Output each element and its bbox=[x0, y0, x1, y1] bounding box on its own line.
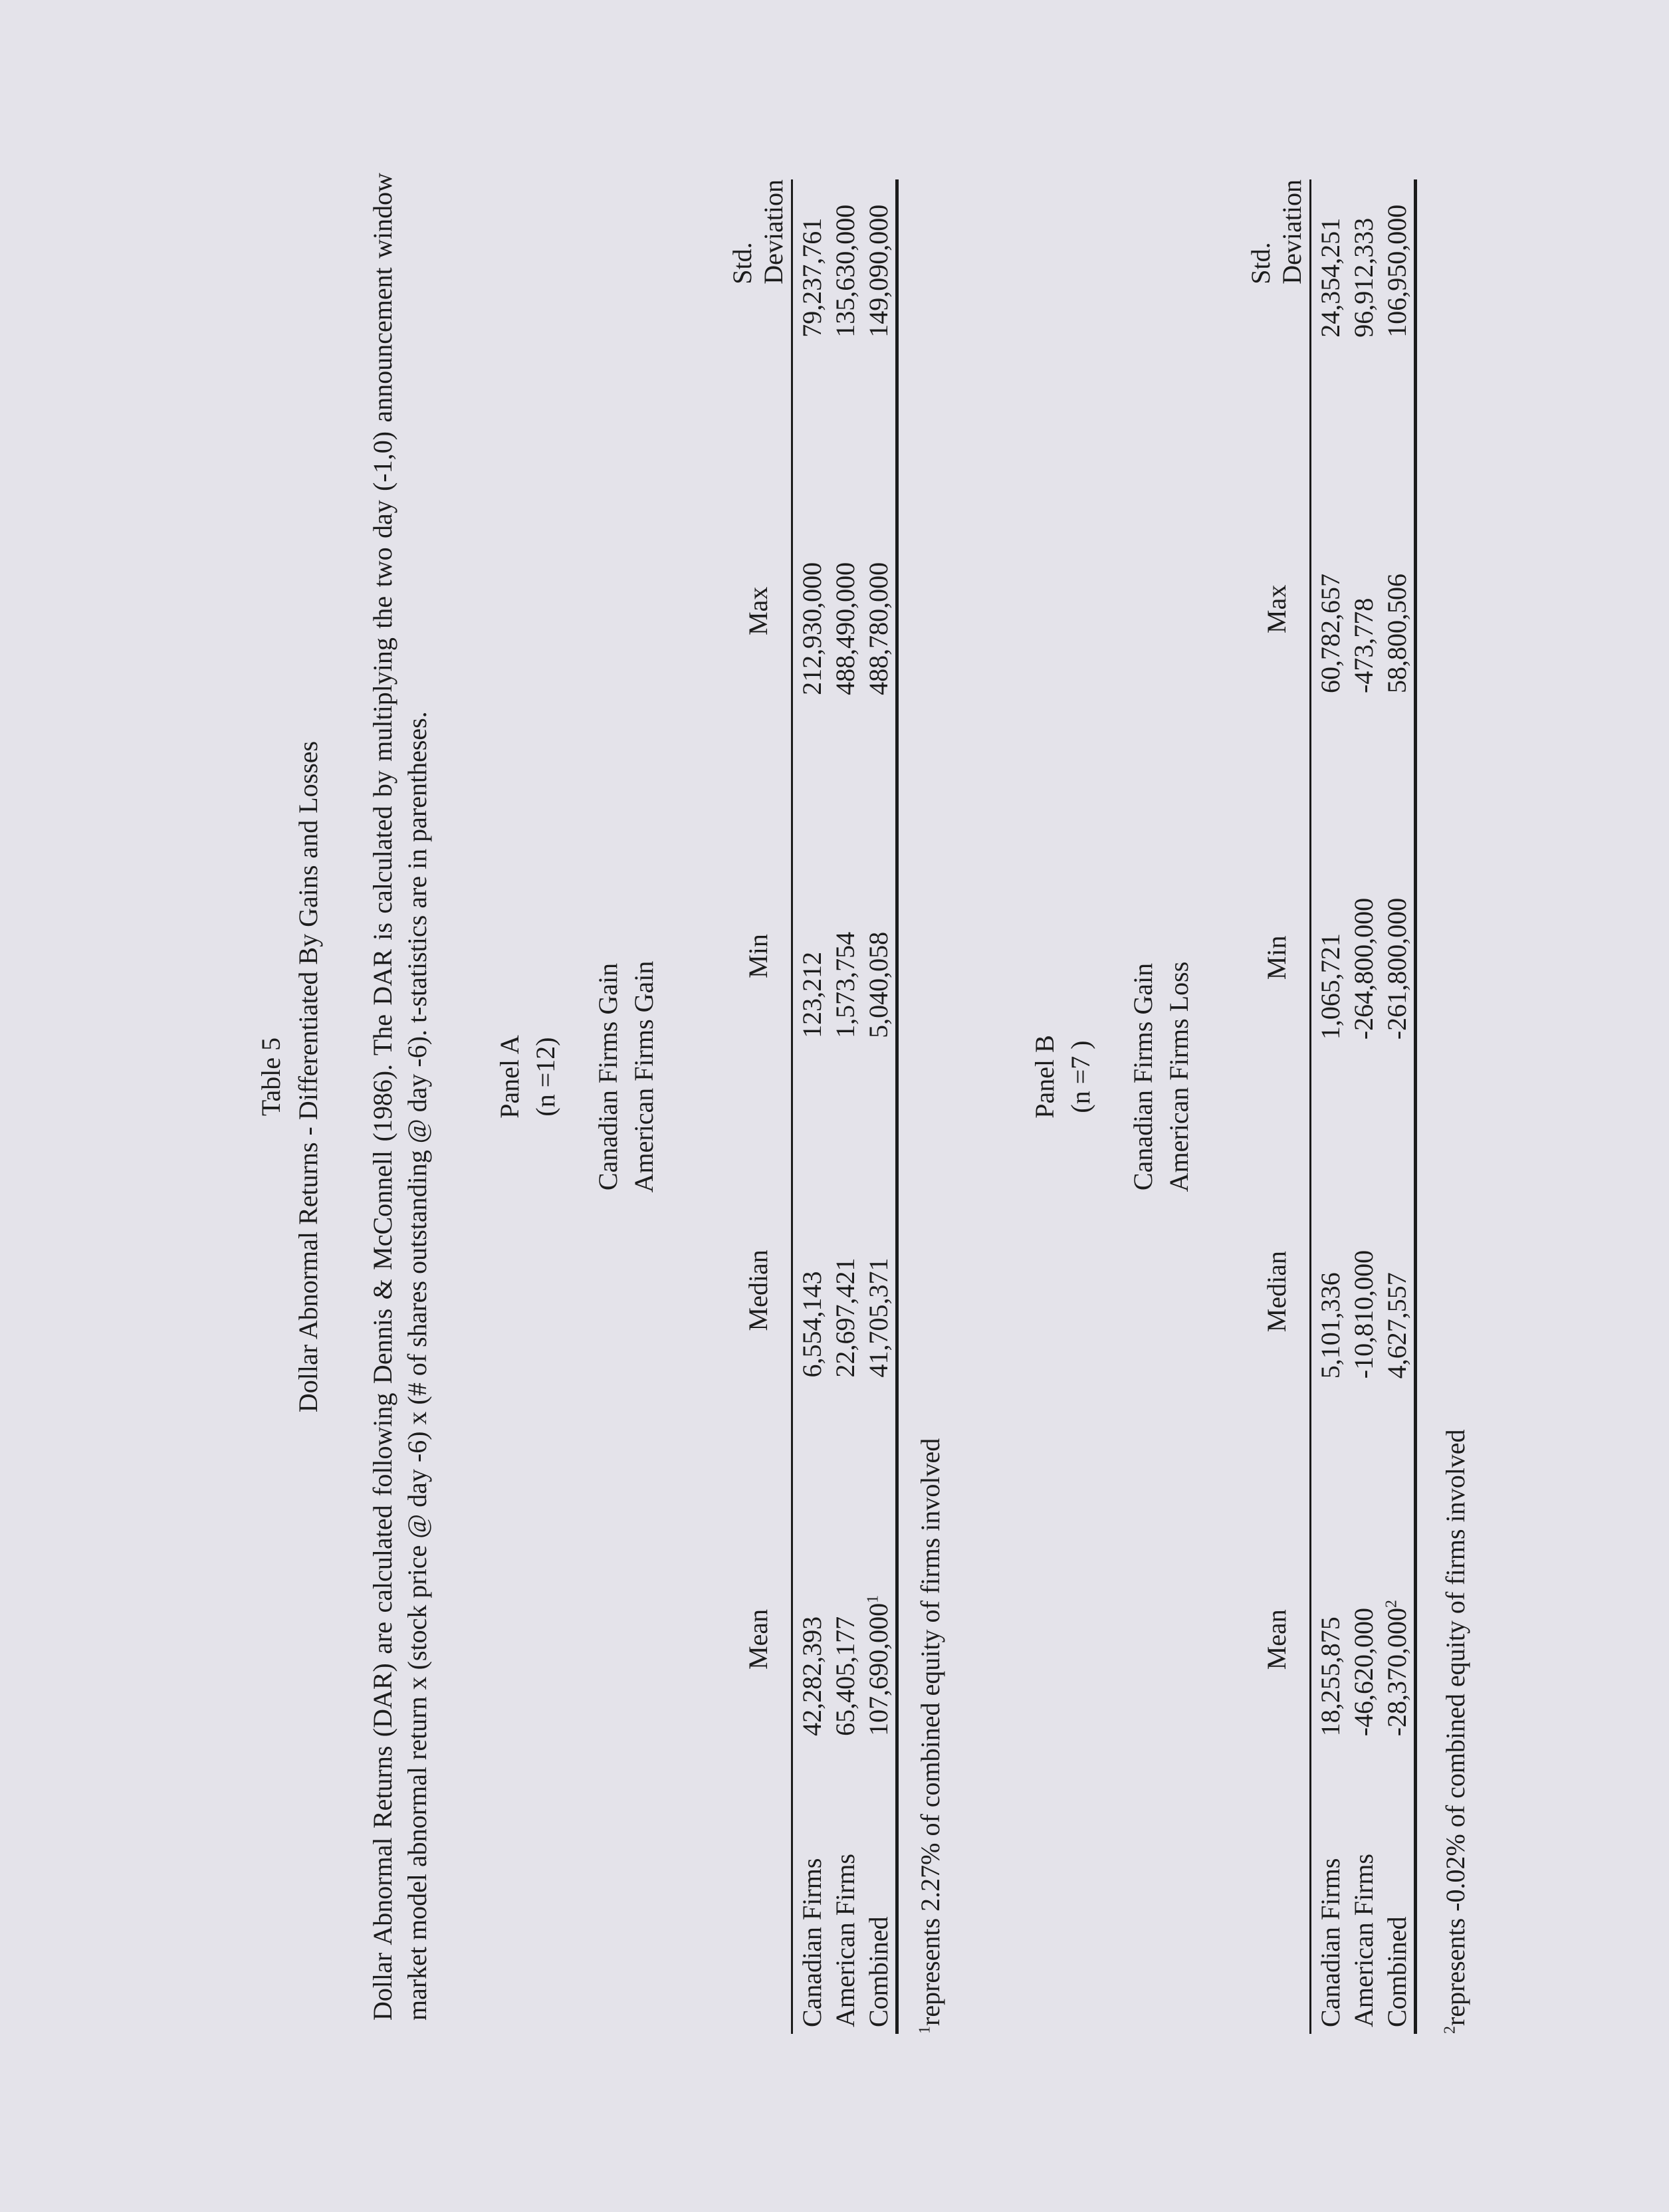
panel-b-footnote bbox=[1439, 1429, 1472, 2034]
cell-mean: -46,620,000 bbox=[1349, 1607, 1379, 1737]
cell-mean: 65,405,177 bbox=[830, 1616, 860, 1736]
cell-max: 212,930,000 bbox=[792, 338, 830, 695]
footnote-marker: 2 bbox=[1441, 2026, 1459, 2034]
label-header bbox=[724, 1736, 792, 2034]
cell-std: 79,237,761 bbox=[792, 179, 830, 338]
row-label: Canadian Firms bbox=[1311, 1736, 1348, 2034]
cell-mean bbox=[862, 1377, 897, 1735]
panel-a-footnote bbox=[914, 1438, 947, 2034]
cell-median: 6,554,143 bbox=[792, 1038, 830, 1378]
table-row bbox=[1347, 179, 1381, 2034]
cell-min: 5,040,058 bbox=[862, 695, 897, 1038]
panel-b-line1: Canadian Firms Gain bbox=[1128, 962, 1158, 1191]
footnote-text: represents 2.27% of combined equity of firms involved bbox=[915, 1438, 945, 2026]
cell-mean-value: 107,690,000 bbox=[863, 1603, 893, 1736]
row-label: American Firms bbox=[1349, 1853, 1379, 2027]
table-row bbox=[792, 179, 830, 2034]
cell-max: 488,490,000 bbox=[830, 562, 860, 695]
table-row bbox=[862, 179, 897, 2034]
cell-max: 60,782,657 bbox=[1311, 338, 1348, 693]
table-row bbox=[829, 179, 862, 2034]
table-title-block bbox=[253, 0, 327, 2173]
panel-a-label: Panel A bbox=[495, 1035, 524, 1119]
row-label: Combined bbox=[862, 1736, 897, 2034]
column-header-min: Min bbox=[724, 695, 792, 1038]
column-header-std: Std. Deviation bbox=[1243, 179, 1311, 338]
column-header-max: Max bbox=[724, 338, 792, 695]
panel-b-table bbox=[1243, 179, 1417, 2034]
row-label: Canadian Firms bbox=[792, 1736, 830, 2034]
footnote-text: represents -0.02% of combined equity of firms involved bbox=[1440, 1429, 1470, 2026]
cell-mean bbox=[1381, 1379, 1416, 1736]
panel-a-table bbox=[724, 179, 899, 2034]
label-header bbox=[1243, 1736, 1311, 2034]
column-header-max: Max bbox=[1243, 338, 1311, 693]
cell-mean: 18,255,875 bbox=[1311, 1379, 1348, 1736]
cell-mean-value: -28,370,000 bbox=[1382, 1607, 1412, 1737]
cell-median: -10,810,000 bbox=[1349, 1250, 1379, 1379]
footnote-marker: 1 bbox=[864, 1595, 882, 1603]
footnote-marker: 2 bbox=[1383, 1599, 1400, 1608]
column-header-mean: Mean bbox=[724, 1377, 792, 1735]
table-row bbox=[1381, 179, 1416, 2034]
cell-std: 24,354,251 bbox=[1311, 179, 1348, 338]
cell-mean: 42,282,393 bbox=[792, 1377, 830, 1735]
cell-std: 96,912,333 bbox=[1349, 217, 1379, 338]
column-header-mean: Mean bbox=[1243, 1379, 1311, 1736]
footnote-marker: 1 bbox=[916, 2026, 934, 2034]
cell-max: 488,780,000 bbox=[862, 338, 897, 695]
table-description: Dollar Abnormal Returns (DAR) are calculated following Dennis & McConnell (1986). The DAR is calculated by multiplying the two day (-1,0) announcement window market model abnormal return x (stock price @ day -6) x (# of shares outstanding @ day -6). t-statistics are in parentheses. bbox=[368, 173, 432, 2021]
cell-min: 1,573,754 bbox=[830, 931, 860, 1038]
panel-a-header-row bbox=[724, 179, 792, 2034]
cell-max: -473,778 bbox=[1349, 598, 1379, 693]
table-title: Dollar Abnormal Returns - Differentiated By Gains and Losses bbox=[293, 740, 323, 1413]
panel-b-label: Panel B bbox=[1030, 1035, 1059, 1119]
panel-a-line2: American Firms Gain bbox=[629, 960, 659, 1193]
panel-b-line2: American Firms Loss bbox=[1164, 961, 1194, 1192]
panel-a-line1: Canadian Firms Gain bbox=[593, 962, 623, 1191]
cell-std: 106,950,000 bbox=[1381, 179, 1416, 338]
cell-median: 41,705,371 bbox=[862, 1038, 897, 1378]
panel-b-n: (n =7 ) bbox=[1065, 1040, 1095, 1113]
column-header-median: Median bbox=[1243, 1040, 1311, 1379]
cell-median: 4,627,557 bbox=[1381, 1040, 1416, 1379]
rotated-page bbox=[179, 0, 1669, 2173]
panel-a-n: (n =12) bbox=[530, 1037, 560, 1117]
cell-std: 149,090,000 bbox=[862, 179, 897, 338]
panel-b-header-row bbox=[1243, 179, 1311, 2034]
table-label: Table 5 bbox=[256, 1037, 286, 1117]
column-header-median: Median bbox=[724, 1038, 792, 1378]
cell-min: 123,212 bbox=[792, 695, 830, 1038]
cell-max: 58,800,506 bbox=[1381, 338, 1416, 693]
column-header-min: Min bbox=[1243, 693, 1311, 1040]
row-label: American Firms bbox=[830, 1853, 860, 2027]
column-header-std: Std. Deviation bbox=[724, 179, 792, 338]
table-row bbox=[1311, 179, 1348, 2034]
row-label: Combined bbox=[1381, 1736, 1416, 2034]
cell-min: -264,800,000 bbox=[1349, 897, 1379, 1040]
cell-std: 135,630,000 bbox=[830, 204, 860, 338]
cell-median: 22,697,421 bbox=[830, 1258, 860, 1378]
panel-a-heading bbox=[492, 0, 662, 2173]
panel-b-heading bbox=[1027, 0, 1197, 2173]
cell-min: -261,800,000 bbox=[1381, 693, 1416, 1040]
cell-min: 1,065,721 bbox=[1311, 693, 1348, 1040]
cell-median: 5,101,336 bbox=[1311, 1040, 1348, 1379]
